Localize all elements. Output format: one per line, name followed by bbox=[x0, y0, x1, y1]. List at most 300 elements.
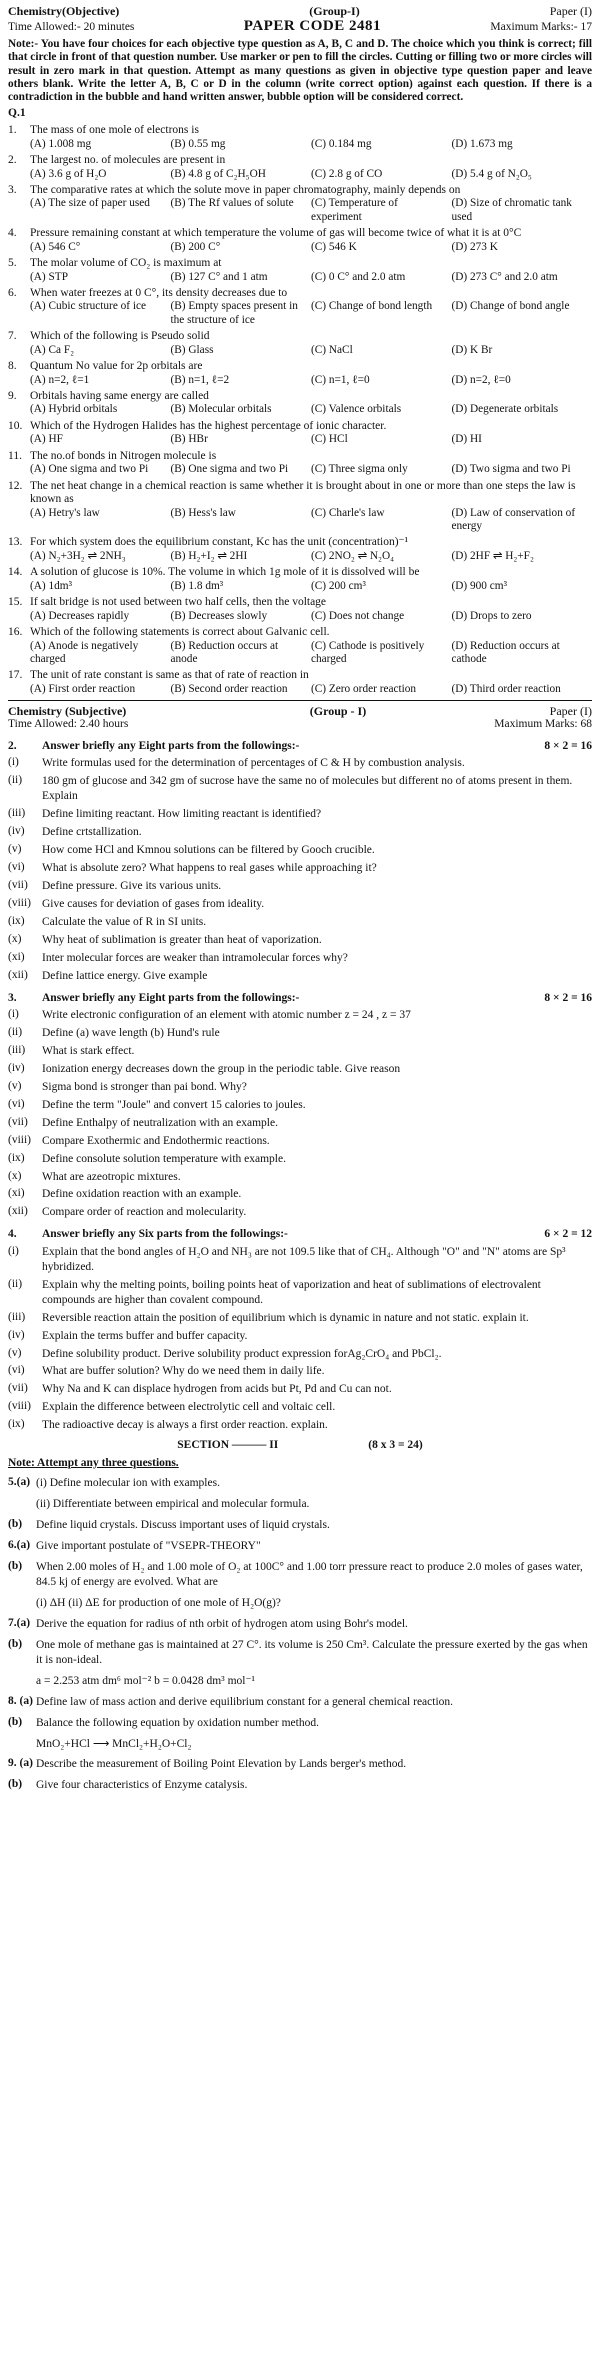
mcq-option: (C) Charle's law bbox=[311, 506, 385, 519]
question-part bbox=[8, 1400, 592, 1415]
mcq-option: (B) Hess's law bbox=[170, 506, 236, 519]
mcq-question bbox=[8, 626, 592, 640]
mcq-list bbox=[8, 124, 592, 696]
question-part bbox=[8, 915, 592, 930]
long-part-number bbox=[8, 1596, 36, 1611]
question-part bbox=[8, 1008, 592, 1023]
part-text: Define (a) wave length (b) Hund's rule bbox=[42, 1027, 220, 1040]
mcq-spacer bbox=[8, 580, 30, 593]
part-text: Define limiting reactant. How limiting reactant is identified? bbox=[42, 808, 322, 821]
mcq-option: (A) 546 C° bbox=[30, 240, 81, 253]
question-2 bbox=[8, 740, 592, 984]
mcq-text: The largest no. of molecules are present in bbox=[30, 153, 226, 166]
mcq-option: (C) Cathode is positively charged bbox=[311, 639, 425, 665]
question-part bbox=[8, 807, 592, 822]
mcq-option: (D) Change of bond angle bbox=[451, 300, 570, 313]
mcq-text: The net heat change in a chemical reaction is same whether it is brought about in one or more than one steps the law is known as bbox=[30, 479, 576, 506]
mcq-option: (D) Degenerate orbitals bbox=[451, 403, 559, 416]
part-text: Give causes for deviation of gases from ideality. bbox=[42, 897, 265, 910]
mcq-number: 6. bbox=[8, 286, 17, 299]
mcq-options bbox=[8, 403, 592, 416]
part-number: (ix) bbox=[8, 914, 25, 927]
part-number: (ix) bbox=[8, 1151, 25, 1164]
subjective-header bbox=[8, 704, 592, 718]
mcq-option: (C) 2NO₂ ⇌ N₂O₄ bbox=[311, 549, 395, 562]
mcq-spacer bbox=[8, 138, 30, 151]
mcq-spacer bbox=[8, 271, 30, 284]
long-part-text: (i) Define molecular ion with examples. bbox=[36, 1477, 220, 1490]
question-4 bbox=[8, 1228, 592, 1433]
part-number: (vi) bbox=[8, 1097, 25, 1110]
mcq-option: (B) Empty spaces present in the structure of ice bbox=[170, 300, 298, 326]
mcq-option: (D) n=2, ℓ=0 bbox=[451, 373, 511, 386]
mcq-item bbox=[8, 626, 592, 666]
mcq-question bbox=[8, 257, 592, 271]
objective-meta bbox=[8, 18, 592, 36]
question-part bbox=[8, 1098, 592, 1113]
mcq-question bbox=[8, 420, 592, 434]
mcq-question bbox=[8, 480, 592, 507]
mcq-option: (C) NaCl bbox=[311, 343, 353, 356]
objective-group: (Group-I) bbox=[309, 4, 360, 18]
long-part-number: 6.(a) bbox=[8, 1539, 31, 1552]
question-part bbox=[8, 879, 592, 894]
mcq-number: 14. bbox=[8, 566, 23, 579]
mcq-option: (D) 900 cm³ bbox=[451, 579, 507, 592]
mcq-item bbox=[8, 360, 592, 387]
question-marks: 6 × 2 = 12 bbox=[544, 1228, 592, 1241]
mcq-options bbox=[8, 463, 592, 476]
part-text: Write formulas used for the determination of percentages of C & H by combustion analysis. bbox=[42, 757, 465, 770]
mcq-number: 8. bbox=[8, 359, 17, 372]
part-number: (vii) bbox=[8, 878, 28, 891]
mcq-option: (C) 200 cm³ bbox=[311, 579, 366, 592]
mcq-option: (D) Drops to zero bbox=[451, 609, 532, 622]
long-question-part bbox=[8, 1497, 592, 1512]
long-question-part bbox=[8, 1638, 592, 1668]
mcq-options bbox=[8, 507, 592, 534]
mcq-option: (A) HF bbox=[30, 433, 63, 446]
mcq-option: (C) Valence orbitals bbox=[311, 403, 402, 416]
question-heading-left bbox=[8, 740, 299, 754]
question-part bbox=[8, 1170, 592, 1185]
mcq-option: (B) Second order reaction bbox=[170, 682, 288, 695]
long-part-number: (b) bbox=[8, 1560, 23, 1573]
mcq-option: (B) Decreases slowly bbox=[170, 609, 268, 622]
part-text: Define the term "Joule" and convert 15 calories to joules. bbox=[42, 1098, 306, 1111]
question-part bbox=[8, 1278, 592, 1308]
long-part-number: (b) bbox=[8, 1637, 23, 1650]
mcq-number: 5. bbox=[8, 256, 17, 269]
mcq-item bbox=[8, 596, 592, 623]
part-number: (v) bbox=[8, 1079, 22, 1092]
question-part bbox=[8, 1187, 592, 1202]
mcq-options bbox=[8, 271, 592, 284]
long-part-text: (i) ΔH (ii) ΔE for production of one mole of H₂O(g)? bbox=[36, 1596, 281, 1609]
mcq-option: (B) 200 C° bbox=[170, 240, 221, 253]
mcq-options bbox=[8, 197, 592, 224]
mcq-option: (B) One sigma and two Pi bbox=[170, 463, 289, 476]
part-number: (xii) bbox=[8, 968, 28, 981]
mcq-option: (A) Decreases rapidly bbox=[30, 609, 130, 622]
long-question-part bbox=[8, 1757, 592, 1772]
part-number: (ix) bbox=[8, 1418, 25, 1431]
mcq-option: (B) n=1, ℓ=2 bbox=[170, 373, 230, 386]
subjective-paper: Paper (I) bbox=[549, 704, 592, 719]
objective-time: Time Allowed:- 20 minutes bbox=[8, 21, 135, 34]
mcq-item bbox=[8, 184, 592, 224]
mcq-option: (B) HBr bbox=[170, 433, 208, 446]
part-text: What is stark effect. bbox=[42, 1044, 135, 1057]
question-part bbox=[8, 1347, 592, 1362]
mcq-spacer bbox=[8, 300, 30, 327]
long-question-part bbox=[8, 1778, 592, 1793]
part-number: (iv) bbox=[8, 825, 25, 838]
mcq-option: (D) Third order reaction bbox=[451, 682, 561, 695]
mcq-option: (C) 2.8 g of CO bbox=[311, 167, 383, 180]
part-text: Explain that the bond angles of H₂O and NH₃ are not 109.5 like that of CH₄. Although "O" and "N" atoms are Sp³ hybridized. bbox=[42, 1245, 566, 1273]
long-part-text: Give important postulate of "VSEPR-THEORY" bbox=[36, 1540, 261, 1553]
question-number: 2. bbox=[8, 739, 17, 752]
part-number: (i) bbox=[8, 1244, 19, 1257]
question-heading bbox=[8, 1228, 592, 1242]
mcq-option: (B) H₂+I₂ ⇌ 2HI bbox=[170, 549, 248, 562]
mcq-number: 16. bbox=[8, 625, 23, 638]
part-number: (xii) bbox=[8, 1205, 28, 1218]
question-marks: 8 × 2 = 16 bbox=[544, 739, 592, 752]
mcq-option: (D) 273 K bbox=[451, 240, 498, 253]
question-part bbox=[8, 1418, 592, 1433]
mcq-text: The comparative rates at which the solute move in paper chromatography, mainly depends on bbox=[30, 183, 461, 196]
part-text: Calculate the value of R in SI units. bbox=[42, 915, 207, 928]
long-part-number bbox=[8, 1737, 36, 1752]
mcq-option: (A) Ca F₂ bbox=[30, 343, 75, 356]
question-heading-left bbox=[8, 992, 299, 1006]
mcq-options bbox=[8, 168, 592, 181]
question-heading-left bbox=[8, 1228, 288, 1242]
part-number: (vii) bbox=[8, 1115, 28, 1128]
mcq-text: The unit of rate constant is same as that of rate of reaction in bbox=[30, 669, 309, 682]
mcq-text: Which of the Hydrogen Halides has the highest percentage of ionic character. bbox=[30, 419, 387, 432]
mcq-option: (D) Law of conservation of energy bbox=[451, 506, 576, 532]
part-number: (ii) bbox=[8, 1026, 23, 1039]
mcq-options bbox=[8, 580, 592, 593]
mcq-item bbox=[8, 154, 592, 181]
mcq-option: (A) Cubic structure of ice bbox=[30, 300, 147, 313]
mcq-item bbox=[8, 124, 592, 151]
long-part-text: (ii) Differentiate between empirical and molecular formula. bbox=[36, 1498, 310, 1511]
long-part-text: When 2.00 moles of H₂ and 1.00 mole of O₂ at 100C° and 1.00 torr pressure react to produce 2.0 moles of gases water, 84.5 kj of energy are evolved. What are bbox=[36, 1561, 583, 1589]
long-part-text: One mole of methane gas is maintained at 27 C°. its volume is 250 Cm³. Calculate the pressure exerted by the gas when it is non-ideal. bbox=[36, 1638, 588, 1666]
mcq-option: (D) Two sigma and two Pi bbox=[451, 463, 571, 476]
part-number: (viii) bbox=[8, 1400, 31, 1413]
part-text: What are buffer solution? Why do we need them in daily life. bbox=[42, 1365, 325, 1378]
part-text: Explain the terms buffer and buffer capacity. bbox=[42, 1329, 248, 1342]
mcq-number: 3. bbox=[8, 183, 17, 196]
mcq-text: The mass of one mole of electrons is bbox=[30, 124, 199, 137]
long-part-text: Balance the following equation by oxidation number method. bbox=[36, 1716, 319, 1729]
mcq-item bbox=[8, 227, 592, 254]
question-part bbox=[8, 1329, 592, 1344]
mcq-text: The no.of bonds in Nitrogen molecule is bbox=[30, 449, 217, 462]
mcq-options bbox=[8, 344, 592, 357]
mcq-text: When water freezes at 0 C°, its density decreases due to bbox=[30, 286, 288, 299]
mcq-spacer bbox=[8, 640, 30, 667]
long-part-text: Derive the equation for radius of nth orbit of hydrogen atom using Bohr's model. bbox=[36, 1617, 408, 1630]
mcq-option: (D) 273 C° and 2.0 atm bbox=[451, 270, 558, 283]
mcq-option: (A) Hetry's law bbox=[30, 506, 100, 519]
question-instruction: Answer briefly any Eight parts from the followings:- bbox=[42, 991, 300, 1004]
long-part-number bbox=[8, 1674, 36, 1689]
question-part bbox=[8, 1116, 592, 1131]
mcq-option: (B) Molecular orbitals bbox=[170, 403, 272, 416]
part-number: (v) bbox=[8, 843, 22, 856]
question-part bbox=[8, 756, 592, 771]
question-part bbox=[8, 951, 592, 966]
mcq-spacer bbox=[8, 463, 30, 476]
mcq-spacer bbox=[8, 374, 30, 387]
question-heading bbox=[8, 992, 592, 1006]
mcq-options bbox=[8, 610, 592, 623]
mcq-number: 9. bbox=[8, 389, 17, 402]
mcq-question bbox=[8, 450, 592, 464]
question-part bbox=[8, 861, 592, 876]
part-text: Define lattice energy. Give example bbox=[42, 969, 208, 982]
objective-paper: Paper (I) bbox=[549, 4, 592, 18]
mcq-text: The molar volume of CO₂ is maximum at bbox=[30, 256, 222, 269]
question-part bbox=[8, 1044, 592, 1059]
part-number: (vii) bbox=[8, 1382, 28, 1395]
mcq-spacer bbox=[8, 241, 30, 254]
question-part bbox=[8, 897, 592, 912]
long-part-text: Define liquid crystals. Discuss important uses of liquid crystals. bbox=[36, 1519, 330, 1532]
section-2-marks: (8 x 3 = 24) bbox=[368, 1439, 423, 1452]
subjective-time: Time Allowed: 2.40 hours bbox=[8, 718, 129, 731]
part-text: Define oxidation reaction with an example. bbox=[42, 1188, 242, 1201]
mcq-option: (A) STP bbox=[30, 270, 68, 283]
long-part-text: Describe the measurement of Boiling Point Elevation by Lands berger's method. bbox=[36, 1758, 407, 1771]
mcq-option: (A) First order reaction bbox=[30, 682, 136, 695]
mcq-option: (A) Hybrid orbitals bbox=[30, 403, 118, 416]
mcq-number: 13. bbox=[8, 536, 23, 549]
mcq-item bbox=[8, 420, 592, 447]
question-part bbox=[8, 1026, 592, 1041]
long-part-text: Give four characteristics of Enzyme catalysis. bbox=[36, 1779, 248, 1792]
mcq-option: (C) 546 K bbox=[311, 240, 357, 253]
long-question-part bbox=[8, 1617, 592, 1632]
part-number: (iv) bbox=[8, 1061, 25, 1074]
question-number: 4. bbox=[8, 1228, 17, 1241]
mcq-question bbox=[8, 330, 592, 344]
mcq-question bbox=[8, 536, 592, 550]
objective-marks: Maximum Marks:- 17 bbox=[490, 21, 592, 34]
mcq-question bbox=[8, 390, 592, 404]
mcq-item bbox=[8, 257, 592, 284]
part-text: Define solubility product. Derive solubility product expression forAg₂CrO₄ and PbCl₂. bbox=[42, 1347, 442, 1360]
mcq-item bbox=[8, 390, 592, 417]
q1-label: Q.1 bbox=[8, 107, 26, 120]
paper-code: PAPER CODE 2481 bbox=[243, 18, 382, 35]
mcq-spacer bbox=[8, 168, 30, 181]
part-text: Define crtstallization. bbox=[42, 826, 142, 839]
part-number: (i) bbox=[8, 1008, 19, 1021]
mcq-text: For which system does the equilibrium constant, Kc has the unit (concentration)⁻¹ bbox=[30, 536, 409, 549]
question-part bbox=[8, 1311, 592, 1326]
part-number: (v) bbox=[8, 1346, 22, 1359]
long-question-part bbox=[8, 1560, 592, 1590]
divider bbox=[8, 700, 592, 701]
long-part-number: 5.(a) bbox=[8, 1476, 31, 1489]
mcq-option: (C) Change of bond length bbox=[311, 300, 433, 313]
long-question-part bbox=[8, 1674, 592, 1689]
long-part-number: 8. (a) bbox=[8, 1694, 33, 1707]
objective-header bbox=[8, 4, 592, 18]
mcq-text: If salt bridge is not used between two half cells, then the voltage bbox=[30, 596, 327, 609]
mcq-options bbox=[8, 550, 592, 563]
question-part bbox=[8, 933, 592, 948]
mcq-option: (B) Reduction occurs at anode bbox=[170, 639, 279, 665]
part-text: What are azeotropic mixtures. bbox=[42, 1170, 181, 1183]
mcq-option: (C) Does not change bbox=[311, 609, 405, 622]
part-number: (xi) bbox=[8, 950, 25, 963]
part-text: Write electronic configuration of an element with atomic number z = 24 , z = 37 bbox=[42, 1009, 411, 1022]
long-part-number: (b) bbox=[8, 1715, 23, 1728]
mcq-text: Orbitals having same energy are called bbox=[30, 389, 209, 402]
part-text: Explain the difference between electrolytic cell and voltaic cell. bbox=[42, 1401, 336, 1414]
objective-note: Note:- You have four choices for each objective type question as A, B, C and D. The choice which you think is correct; fill that circle in front of that question number. Use marker or pen to fill the circles. Cutting or filling two or more circles will result in zero mark in that question. Attempt as many questions as given in objective type question paper and leave others blank. Write the letter A, B, C or D in the column (write correct option) against each question. If there is a contradiction in the bubble and hand written answer, bubble option will be considered correct. bbox=[8, 37, 592, 104]
mcq-option: (B) 127 C° and 1 atm bbox=[170, 270, 268, 283]
mcq-question bbox=[8, 227, 592, 241]
part-number: (xi) bbox=[8, 1187, 25, 1200]
mcq-option: (D) 1.673 mg bbox=[451, 137, 513, 150]
mcq-option: (B) The Rf values of solute bbox=[170, 197, 294, 210]
mcq-option: (D) Reduction occurs at cathode bbox=[451, 639, 560, 665]
objective-title: Chemistry(Objective) bbox=[8, 4, 120, 18]
part-number: (iii) bbox=[8, 1043, 26, 1056]
mcq-option: (D) HI bbox=[451, 433, 482, 446]
question-part bbox=[8, 1364, 592, 1379]
part-number: (viii) bbox=[8, 1133, 31, 1146]
mcq-spacer bbox=[8, 403, 30, 416]
question-part bbox=[8, 1134, 592, 1149]
mcq-option: (C) Zero order reaction bbox=[311, 682, 417, 695]
part-number: (viii) bbox=[8, 896, 31, 909]
mcq-item bbox=[8, 669, 592, 696]
long-question-part bbox=[8, 1518, 592, 1533]
subjective-group: (Group - I) bbox=[309, 704, 367, 719]
mcq-option: (D) 2HF ⇌ H₂+F₂ bbox=[451, 549, 534, 562]
mcq-option: (B) 0.55 mg bbox=[170, 137, 226, 150]
mcq-text: A solution of glucose is 10%. The volume in which 1g mole of it is dissolved will be bbox=[30, 566, 420, 579]
mcq-option: (C) 0 C° and 2.0 atm bbox=[311, 270, 406, 283]
part-text: Explain why the melting points, boiling points heat of vaporization and heat of sublimations of electrovalent compounds are higher than covalent compound. bbox=[42, 1278, 541, 1306]
mcq-text: Quantum No value for 2p orbitals are bbox=[30, 359, 203, 372]
section-2 bbox=[8, 1439, 592, 1793]
mcq-option: (A) N₂+3H₂ ⇌ 2NH₃ bbox=[30, 549, 126, 562]
subjective-marks: Maximum Marks: 68 bbox=[494, 718, 592, 731]
mcq-option: (A) 3.6 g of H₂O bbox=[30, 167, 107, 180]
mcq-option: (B) 1.8 dm³ bbox=[170, 579, 224, 592]
mcq-question bbox=[8, 154, 592, 168]
mcq-option: (C) 0.184 mg bbox=[311, 137, 372, 150]
part-number: (x) bbox=[8, 932, 22, 945]
long-question-part bbox=[8, 1476, 592, 1491]
mcq-question bbox=[8, 124, 592, 138]
part-number: (iii) bbox=[8, 807, 26, 820]
mcq-options bbox=[8, 433, 592, 446]
subjective-title: Chemistry (Subjective) bbox=[8, 704, 127, 719]
mcq-option: (D) 5.4 g of N₂O₅ bbox=[451, 167, 532, 180]
part-number: (ii) bbox=[8, 774, 23, 787]
question-marks: 8 × 2 = 16 bbox=[544, 991, 592, 1004]
part-text: Compare Exothermic and Endothermic reactions. bbox=[42, 1134, 270, 1147]
mcq-option: (C) Temperature of experiment bbox=[311, 197, 398, 223]
mcq-question bbox=[8, 669, 592, 683]
part-number: (vi) bbox=[8, 860, 25, 873]
mcq-number: 4. bbox=[8, 227, 17, 240]
question-part bbox=[8, 1062, 592, 1077]
part-text: Sigma bond is stronger than pai bond. Why? bbox=[42, 1080, 247, 1093]
mcq-number: 17. bbox=[8, 669, 23, 682]
part-number: (i) bbox=[8, 756, 19, 769]
mcq-question bbox=[8, 596, 592, 610]
long-part-number: 9. (a) bbox=[8, 1757, 33, 1770]
mcq-options bbox=[8, 241, 592, 254]
mcq-options bbox=[8, 138, 592, 151]
mcq-item bbox=[8, 287, 592, 327]
part-number: (x) bbox=[8, 1169, 22, 1182]
part-text: Ionization energy decreases down the group in the periodic table. Give reason bbox=[42, 1062, 401, 1075]
question-heading bbox=[8, 740, 592, 754]
part-text: Define consolute solution temperature with example. bbox=[42, 1152, 286, 1165]
question-part bbox=[8, 969, 592, 984]
long-question-part bbox=[8, 1737, 592, 1752]
mcq-item bbox=[8, 566, 592, 593]
long-part-text: MnO₂+HCl ⟶ MnCl₂+H₂O+Cl₂ bbox=[36, 1737, 192, 1750]
question-part bbox=[8, 1080, 592, 1095]
long-question-part bbox=[8, 1716, 592, 1731]
mcq-option: (C) Three sigma only bbox=[311, 463, 408, 476]
part-text: What is absolute zero? What happens to real gases while approaching it? bbox=[42, 861, 377, 874]
mcq-option: (C) HCl bbox=[311, 433, 348, 446]
mcq-spacer bbox=[8, 507, 30, 534]
mcq-spacer bbox=[8, 433, 30, 446]
mcq-text: Which of the following is Pseudo solid bbox=[30, 330, 210, 343]
part-text: Compare order of reaction and molecularity. bbox=[42, 1206, 247, 1219]
part-text: Why heat of sublimation is greater than heat of vaporization. bbox=[42, 933, 322, 946]
long-part-number bbox=[8, 1497, 36, 1512]
mcq-text: Which of the following statements is correct about Galvanic cell. bbox=[30, 625, 330, 638]
mcq-number: 7. bbox=[8, 330, 17, 343]
mcq-number: 1. bbox=[8, 124, 17, 137]
part-text: Define pressure. Give its various units. bbox=[42, 879, 222, 892]
mcq-option: (B) Glass bbox=[170, 343, 214, 356]
mcq-number: 12. bbox=[8, 479, 23, 492]
mcq-spacer bbox=[8, 344, 30, 357]
long-part-number: (b) bbox=[8, 1778, 23, 1791]
mcq-options bbox=[8, 374, 592, 387]
part-text: The radioactive decay is always a first order reaction. explain. bbox=[42, 1419, 328, 1432]
part-number: (ii) bbox=[8, 1277, 23, 1290]
part-text: 180 gm of glucose and 342 gm of sucrose have the same no of molecules but different no of atoms present in them. Explain bbox=[42, 775, 573, 803]
mcq-options bbox=[8, 640, 592, 667]
mcq-question bbox=[8, 287, 592, 301]
mcq-spacer bbox=[8, 683, 30, 696]
mcq-number: 11. bbox=[8, 449, 22, 462]
mcq-option: (C) n=1, ℓ=0 bbox=[311, 373, 370, 386]
long-part-text: Define law of mass action and derive equilibrium constant for a general chemical reaction. bbox=[36, 1695, 454, 1708]
mcq-number: 10. bbox=[8, 419, 23, 432]
